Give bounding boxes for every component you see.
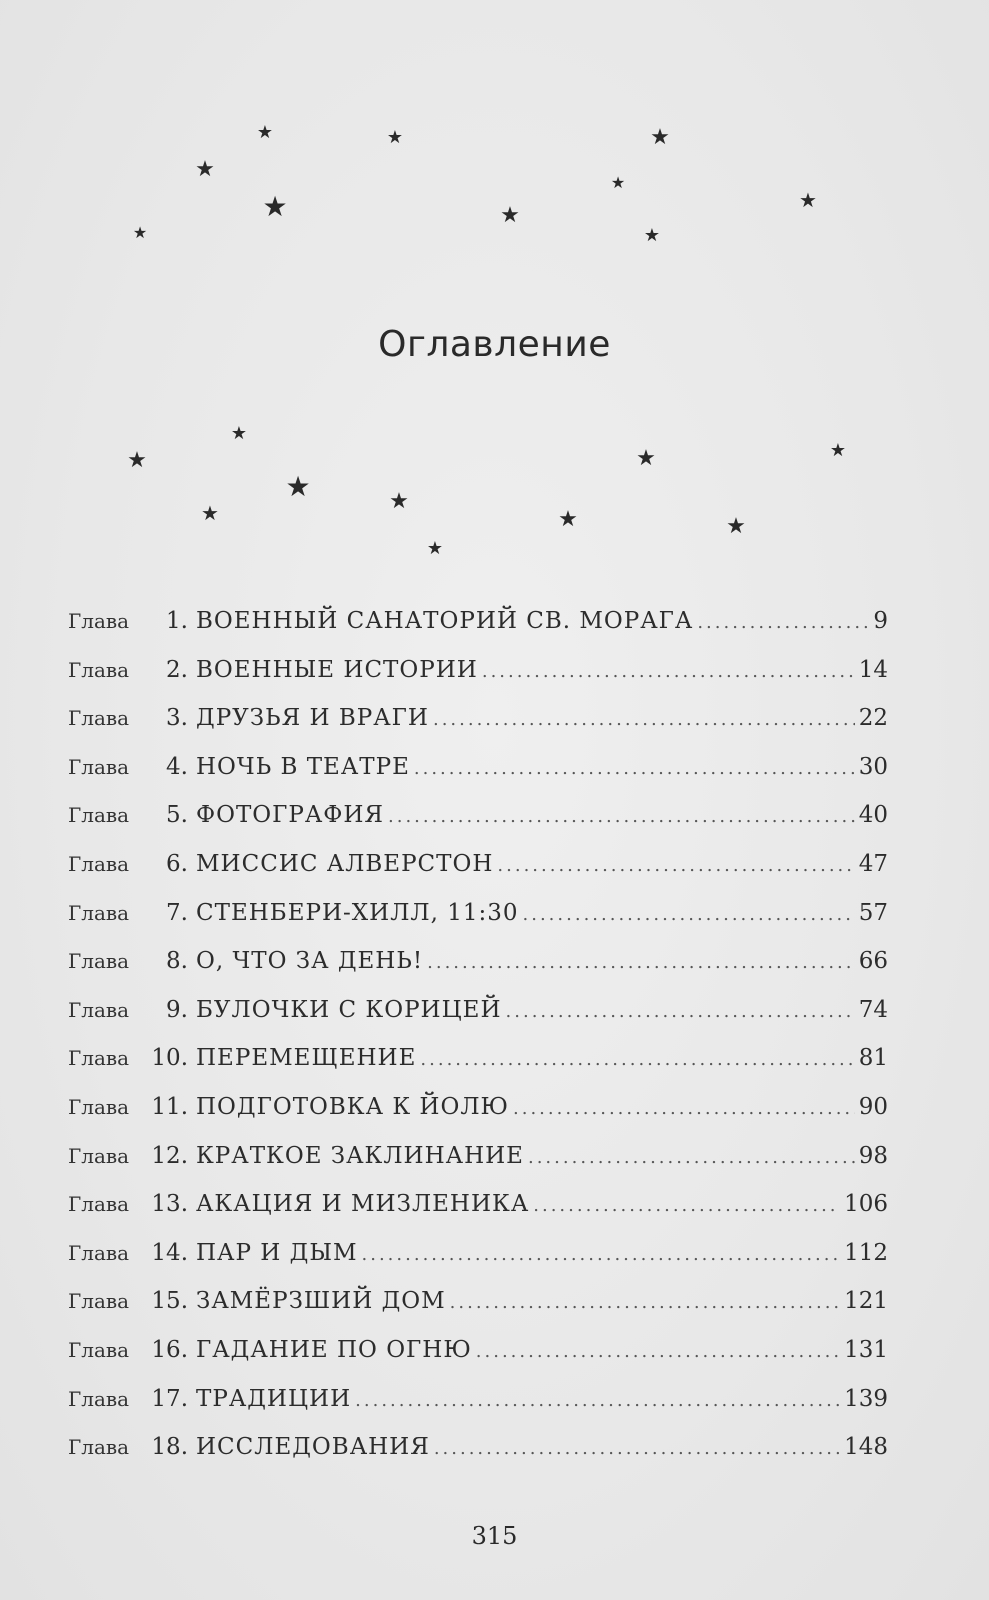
chapter-page-number: 47 (858, 850, 888, 877)
chapter-prefix: Глава (68, 1192, 130, 1217)
page-title: Оглавление (378, 324, 611, 366)
chapter-prefix: Глава (68, 900, 130, 925)
chapter-title: ТРАДИЦИИ (196, 1385, 352, 1412)
dot-leader (414, 758, 855, 779)
chapter-page-number: 22 (858, 705, 888, 732)
chapter-prefix: Глава (68, 1435, 130, 1460)
star-icon: ★ (636, 446, 656, 471)
star-icon: ★ (262, 190, 288, 223)
toc-entry[interactable] (68, 1191, 888, 1240)
toc-entry[interactable] (68, 1288, 888, 1337)
chapter-number: 8. (166, 948, 188, 975)
chapter-page-number: 9 (873, 608, 888, 634)
chapter-page-number: 131 (844, 1336, 888, 1363)
chapter-title: ФОТОГРАФИЯ (196, 802, 384, 829)
star-icon: ★ (610, 173, 626, 192)
chapter-prefix: Глава (68, 1046, 130, 1071)
star-icon: ★ (127, 448, 147, 473)
chapter-prefix: Глава (68, 1386, 130, 1411)
chapter-number: 14. (151, 1239, 188, 1266)
chapter-page-number: 98 (858, 1142, 888, 1169)
chapter-title: КРАТКОЕ ЗАКЛИНАНИЕ (196, 1142, 524, 1169)
star-icon: ★ (195, 157, 215, 182)
chapter-prefix: Глава (68, 997, 130, 1022)
chapter-title: МИССИС АЛВЕРСТОН (196, 850, 494, 877)
dot-leader (434, 1438, 840, 1459)
toc-entry[interactable] (68, 948, 888, 997)
dot-leader (513, 1098, 855, 1119)
chapter-title: ГАДАНИЕ ПО ОГНЮ (196, 1336, 472, 1363)
toc-entry[interactable] (68, 802, 888, 851)
dot-leader (476, 1341, 840, 1362)
star-icon: ★ (558, 507, 578, 532)
chapter-prefix: Глава (68, 754, 130, 779)
dot-leader (388, 806, 855, 827)
chapter-title: НОЧЬ В ТЕАТРЕ (196, 753, 410, 780)
dot-leader (420, 1049, 854, 1070)
star-icon: ★ (726, 514, 746, 539)
chapter-page-number: 106 (844, 1191, 888, 1218)
star-icon: ★ (829, 440, 847, 461)
chapter-number: 16. (151, 1336, 188, 1363)
chapter-page-number: 148 (844, 1434, 888, 1461)
chapter-title: СТЕНБЕРИ-ХИЛЛ, 11:30 (196, 899, 519, 926)
toc-entry[interactable] (68, 657, 888, 706)
chapter-page-number: 90 (858, 1093, 888, 1120)
chapter-prefix: Глава (68, 1094, 130, 1119)
star-icon: ★ (426, 538, 444, 559)
chapter-page-number: 40 (858, 802, 888, 829)
star-icon: ★ (256, 122, 274, 143)
toc-entry[interactable] (68, 754, 888, 803)
chapter-title: ПАР И ДЫМ (196, 1239, 358, 1266)
star-icon: ★ (643, 225, 661, 246)
chapter-title: ДРУЗЬЯ И ВРАГИ (196, 705, 429, 732)
chapter-prefix: Глава (68, 851, 130, 876)
toc-entry[interactable] (68, 705, 888, 754)
dot-leader (497, 855, 854, 876)
star-icon: ★ (285, 470, 311, 503)
star-icon: ★ (389, 489, 409, 514)
chapter-prefix: Глава (68, 1143, 130, 1168)
dot-leader (528, 1147, 855, 1168)
chapter-title: ВОЕННЫЕ ИСТОРИИ (196, 656, 478, 683)
chapter-page-number: 81 (858, 1045, 888, 1072)
toc-entry[interactable] (68, 1045, 888, 1094)
chapter-number: 13. (151, 1191, 188, 1218)
star-icon: ★ (500, 203, 520, 228)
dot-leader (362, 1244, 841, 1265)
chapter-number: 7. (166, 899, 188, 926)
star-icon: ★ (386, 127, 404, 148)
toc-entry[interactable] (68, 900, 888, 949)
dot-leader (533, 1195, 840, 1216)
dot-leader (450, 1292, 840, 1313)
star-icon: ★ (230, 423, 248, 444)
chapter-page-number: 66 (858, 948, 888, 975)
chapter-prefix: Глава (68, 1289, 130, 1314)
chapter-prefix: Глава (68, 706, 130, 731)
dot-leader (433, 709, 855, 730)
chapter-page-number: 30 (858, 753, 888, 780)
chapter-page-number: 112 (844, 1239, 888, 1266)
chapter-prefix: Глава (68, 1337, 130, 1362)
chapter-prefix: Глава (68, 657, 130, 682)
dot-leader (506, 1001, 855, 1022)
table-of-contents (68, 608, 888, 1483)
chapter-title: О, ЧТО ЗА ДЕНЬ! (196, 948, 424, 975)
chapter-number: 3. (166, 705, 188, 732)
chapter-number: 12. (151, 1142, 188, 1169)
toc-entry[interactable] (68, 997, 888, 1046)
chapter-prefix: Глава (68, 609, 130, 633)
dot-leader (427, 952, 855, 973)
toc-entry[interactable] (68, 851, 888, 900)
toc-entry[interactable] (68, 1240, 888, 1289)
toc-entry[interactable] (68, 608, 888, 657)
chapter-number: 1. (166, 608, 188, 634)
chapter-page-number: 139 (844, 1385, 888, 1412)
chapter-page-number: 74 (858, 996, 888, 1023)
toc-entry[interactable] (68, 1143, 888, 1192)
star-icon: ★ (799, 188, 817, 212)
chapter-number: 4. (166, 753, 188, 780)
chapter-title: ЗАМЁРЗШИЙ ДОМ (196, 1288, 446, 1315)
page-number: 315 (471, 1522, 518, 1550)
chapter-prefix: Глава (68, 949, 130, 974)
chapter-number: 18. (151, 1434, 188, 1461)
toc-entry[interactable] (68, 1434, 888, 1483)
chapter-title: БУЛОЧКИ С КОРИЦЕЙ (196, 996, 502, 1023)
chapter-number: 2. (166, 656, 188, 683)
dot-leader (482, 661, 855, 682)
chapter-page-number: 14 (858, 656, 888, 683)
chapter-page-number: 57 (858, 899, 888, 926)
chapter-number: 10. (151, 1045, 188, 1072)
dot-leader (355, 1390, 840, 1411)
chapter-number: 17. (151, 1385, 188, 1412)
chapter-prefix: Глава (68, 803, 130, 828)
toc-entry[interactable] (68, 1386, 888, 1435)
chapter-number: 11. (151, 1093, 188, 1120)
chapter-title: ИССЛЕДОВАНИЯ (196, 1434, 430, 1461)
star-icon: ★ (132, 223, 148, 242)
chapter-title: ПЕРЕМЕЩЕНИЕ (196, 1045, 417, 1072)
toc-entry[interactable] (68, 1094, 888, 1143)
star-icon: ★ (650, 125, 670, 150)
star-icon: ★ (201, 501, 219, 525)
chapter-page-number: 121 (844, 1288, 888, 1315)
dot-leader (523, 904, 855, 925)
chapter-title: АКАЦИЯ И МИЗЛЕНИКА (196, 1191, 530, 1218)
chapter-title: ПОДГОТОВКА К ЙОЛЮ (196, 1093, 509, 1120)
chapter-number: 15. (151, 1288, 188, 1315)
chapter-number: 6. (166, 850, 188, 877)
toc-entry[interactable] (68, 1337, 888, 1386)
chapter-number: 9. (166, 996, 188, 1023)
dot-leader (697, 612, 869, 633)
chapter-prefix: Глава (68, 1240, 130, 1265)
chapter-title: ВОЕННЫЙ САНАТОРИЙ СВ. МОРАГА (196, 608, 694, 634)
chapter-number: 5. (166, 802, 188, 829)
